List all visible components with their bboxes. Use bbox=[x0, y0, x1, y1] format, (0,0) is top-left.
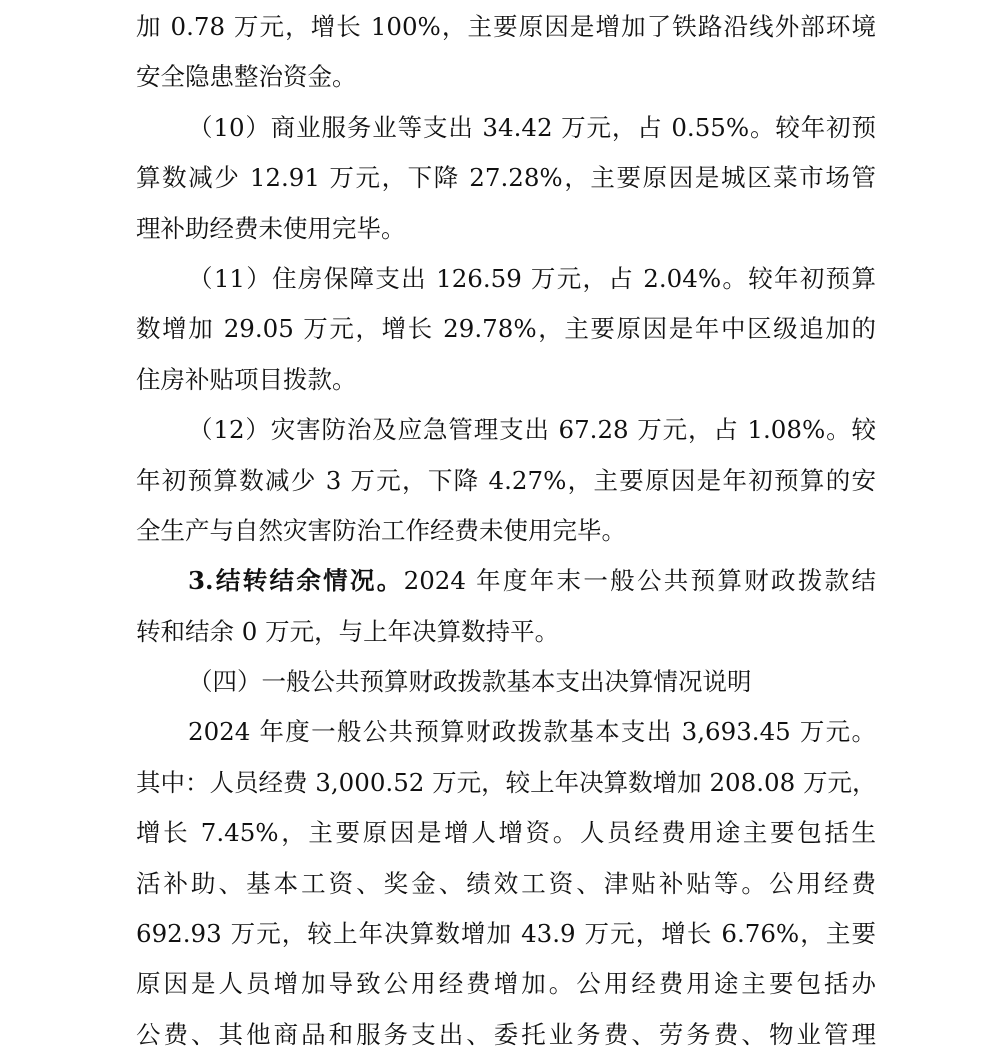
item-12-line-2: 年初预算数减少 3 万元，下降 4.27%，主要原因是年初预算的安 bbox=[136, 465, 876, 495]
section-4-heading: （四）一般公共预算财政拨款基本支出决算情况说明 bbox=[188, 667, 752, 697]
item-10-line-1: （10）商业服务业等支出 34.42 万元，占 0.55%。较年初预 bbox=[188, 112, 876, 142]
item-11-line-1: （11）住房保障支出 126.59 万元，占 2.04%。较年初预算 bbox=[188, 263, 876, 293]
section-3-line-2: 转和结余 0 万元，与上年决算数持平。 bbox=[136, 616, 560, 646]
section-4-line-6: 原因是人员增加导致公用经费增加。公用经费用途主要包括办 bbox=[136, 969, 876, 999]
section-4-line-1: 2024 年度一般公共预算财政拨款基本支出 3,693.45 万元。 bbox=[188, 717, 876, 747]
section-4-line-3: 增长 7.45%，主要原因是增人增资。人员经费用途主要包括生 bbox=[136, 818, 876, 848]
section-4-line-7: 公费、其他商品和服务支出、委托业务费、劳务费、物业管理 bbox=[136, 1019, 876, 1049]
section-4-line-2: 其中：人员经费 3,000.52 万元，较上年决算数增加 208.08 万元， bbox=[136, 767, 877, 797]
document-page bbox=[136, 0, 876, 1060]
item-12-line-1: （12）灾害防治及应急管理支出 67.28 万元，占 1.08%。较 bbox=[188, 415, 876, 445]
item-10-line-2: 算数减少 12.91 万元，下降 27.28%，主要原因是城区菜市场管 bbox=[136, 163, 876, 193]
item-11-line-2: 数增加 29.05 万元，增长 29.78%，主要原因是年中区级追加的 bbox=[136, 314, 876, 344]
section-3-text: 2024 年度年末一般公共预算财政拨款结 bbox=[403, 566, 876, 596]
section-3-heading: 3.结转结余情况。 bbox=[188, 566, 404, 596]
text-line-2: 安全隐患整治资金。 bbox=[136, 62, 357, 92]
item-12-line-3: 全生产与自然灾害防治工作经费未使用完毕。 bbox=[136, 515, 626, 545]
item-10-line-3: 理补助经费未使用完毕。 bbox=[136, 213, 406, 243]
section-3-line-1 bbox=[136, 556, 876, 606]
section-4-line-5: 692.93 万元，较上年决算数增加 43.9 万元，增长 6.76%，主要 bbox=[136, 919, 876, 949]
section-4-line-4: 活补助、基本工资、奖金、绩效工资、津贴补贴等。公用经费 bbox=[136, 868, 876, 898]
text-line-1: 加 0.78 万元，增长 100%，主要原因是增加了铁路沿线外部环境 bbox=[136, 12, 876, 41]
item-11-line-3: 住房补贴项目拨款。 bbox=[136, 364, 357, 394]
